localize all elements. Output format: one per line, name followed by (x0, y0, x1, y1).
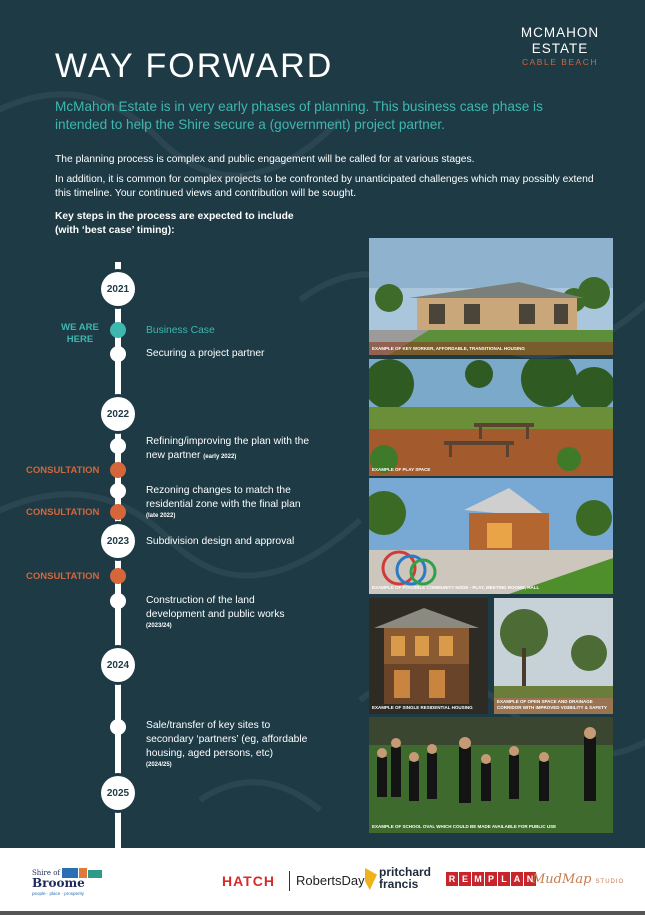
pritchard-line1: pritchard (379, 865, 432, 879)
key-steps-heading (55, 210, 355, 238)
consultation-dot (110, 568, 126, 584)
pritchard-francis-logo (379, 866, 431, 890)
footer-bar (0, 911, 645, 915)
school-oval-illustration (369, 717, 613, 833)
step-text: development and public works (146, 609, 285, 620)
broome-line2: Broome (32, 876, 85, 890)
step-construction (146, 594, 336, 631)
timeline-dot-current (110, 322, 126, 338)
broome-tagline: people · place · prosperity (32, 891, 85, 896)
page-title: WAY FORWARD (55, 47, 334, 85)
step-text: Rezoning changes to match the (146, 485, 291, 496)
brand-line2: ESTATE (531, 40, 589, 56)
key-steps-line1: Key steps in the process are expected to include (55, 211, 294, 222)
photo-open-space (494, 598, 613, 714)
consultation-label: CONSULTATION (26, 571, 100, 582)
photo-caption: EXAMPLE OF PLAY SPACE (372, 467, 431, 472)
remplan-letter: L (498, 872, 510, 886)
community-node-illustration (369, 478, 613, 594)
mudmap-sub: STUDIO (595, 879, 625, 885)
step-refining-plan (146, 435, 336, 464)
step-sale-transfer (146, 719, 336, 770)
residential-house-illustration (369, 598, 488, 714)
open-space-illustration (494, 598, 613, 714)
remplan-letter: N (524, 872, 536, 886)
step-business-case: Business Case (146, 325, 215, 336)
step-text: secondary ‘partners’ (eg, affordable (146, 734, 308, 745)
photo-community-node (369, 478, 613, 594)
year-marker-2023: 2023 (101, 524, 135, 558)
we-are-here-label (50, 322, 110, 346)
step-securing-partner: Securing a project partner (146, 348, 265, 359)
step-timing-note: (early 2022) (203, 454, 237, 460)
photo-key-worker-housing (369, 238, 613, 355)
step-text: Refining/improving the plan with the (146, 436, 310, 447)
step-timing-note: (late 2022) (146, 513, 176, 519)
broome-line1: Shire of (32, 869, 61, 877)
hatch-logo: HATCH (222, 873, 275, 889)
photo-school-oval (369, 717, 613, 833)
photo-caption: EXAMPLE OF SINGLE RESIDENTIAL HOUSING (372, 705, 473, 710)
consultation-dot (110, 462, 126, 478)
step-text: housing, aged persons, etc) (146, 748, 274, 759)
step-text: residential zone with the final plan (146, 499, 301, 510)
remplan-letter: M (472, 872, 484, 886)
mudmap-studio-logo (532, 872, 624, 887)
we-are-here-line1: WE ARE (61, 322, 99, 333)
housing-illustration (369, 238, 613, 355)
consultation-label: CONSULTATION (26, 507, 100, 518)
year-marker-2024: 2024 (101, 648, 135, 682)
timeline-dot (110, 593, 126, 609)
timeline-dot (110, 438, 126, 454)
shire-of-broome-logo (32, 866, 112, 900)
step-text: new partner (146, 450, 201, 461)
year-marker-2022: 2022 (101, 397, 135, 431)
timeline-dot (110, 346, 126, 362)
consultation-label: CONSULTATION (26, 465, 100, 476)
intro-text: McMahon Estate is in very early phases of planning. This business case phase is intended to help the Shire secure a (government) project partner. (55, 99, 543, 132)
mudmap-name: MudMap (532, 872, 592, 887)
key-steps-line2: (with ‘best case’ timing): (55, 225, 175, 236)
step-rezoning (146, 484, 336, 521)
step-timing-note: (2023/24) (146, 623, 172, 629)
photo-single-residential (369, 598, 488, 714)
mcmahon-estate-logo (515, 26, 605, 67)
year-marker-2025: 2025 (101, 776, 135, 810)
timeline-dot (110, 483, 126, 499)
logo-separator (289, 871, 290, 891)
remplan-logo (446, 872, 537, 886)
step-text: Construction of the land (146, 595, 255, 606)
paragraph-2: In addition, it is common for complex projects to be confronted by unanticipated challenges which may possibly extend this timeline. Your continued views and contribution will be sought. (55, 174, 594, 199)
year-marker-2021: 2021 (101, 272, 135, 306)
robertsday-logo: RobertsDay (296, 873, 365, 888)
we-are-here-line2: HERE (66, 334, 94, 345)
photo-caption: EXAMPLE OF SCHOOL OVAL WHICH COULD BE MADE AVAILABLE FOR PUBLIC USE (372, 824, 557, 829)
photo-caption: EXAMPLE OF POSSIBLE COMMUNITY NODE - PLAY, MEETING ROOMS, HALL (372, 585, 540, 590)
pritchard-line2: francis (379, 877, 419, 891)
step-text: Sale/transfer of key sites to (146, 720, 271, 731)
consultation-dot (110, 504, 126, 520)
photo-caption: EXAMPLE OF KEY WORKER, AFFORDABLE, TRANSITIONAL HOUSING (372, 346, 525, 351)
brand-line3: CABLE BEACH (521, 57, 599, 67)
remplan-letter: E (459, 872, 471, 886)
step-subdivision: Subdivision design and approval (146, 536, 295, 547)
brand-line1: MCMAHON (520, 25, 600, 40)
timeline-dot (110, 719, 126, 735)
step-timing-note: (2024/25) (146, 762, 172, 768)
paragraph-1: The planning process is complex and public engagement will be called for at various stages. (55, 154, 475, 165)
photo-caption: EXAMPLE OF OPEN SPACE AND DRAINAGE CORRIDOR WITH IMPROVED VISIBILITY & SAFETY (497, 699, 607, 710)
remplan-letter: A (511, 872, 523, 886)
photo-play-space (369, 359, 613, 476)
play-space-illustration (369, 359, 613, 476)
remplan-letter: R (446, 872, 458, 886)
remplan-letter: P (485, 872, 497, 886)
